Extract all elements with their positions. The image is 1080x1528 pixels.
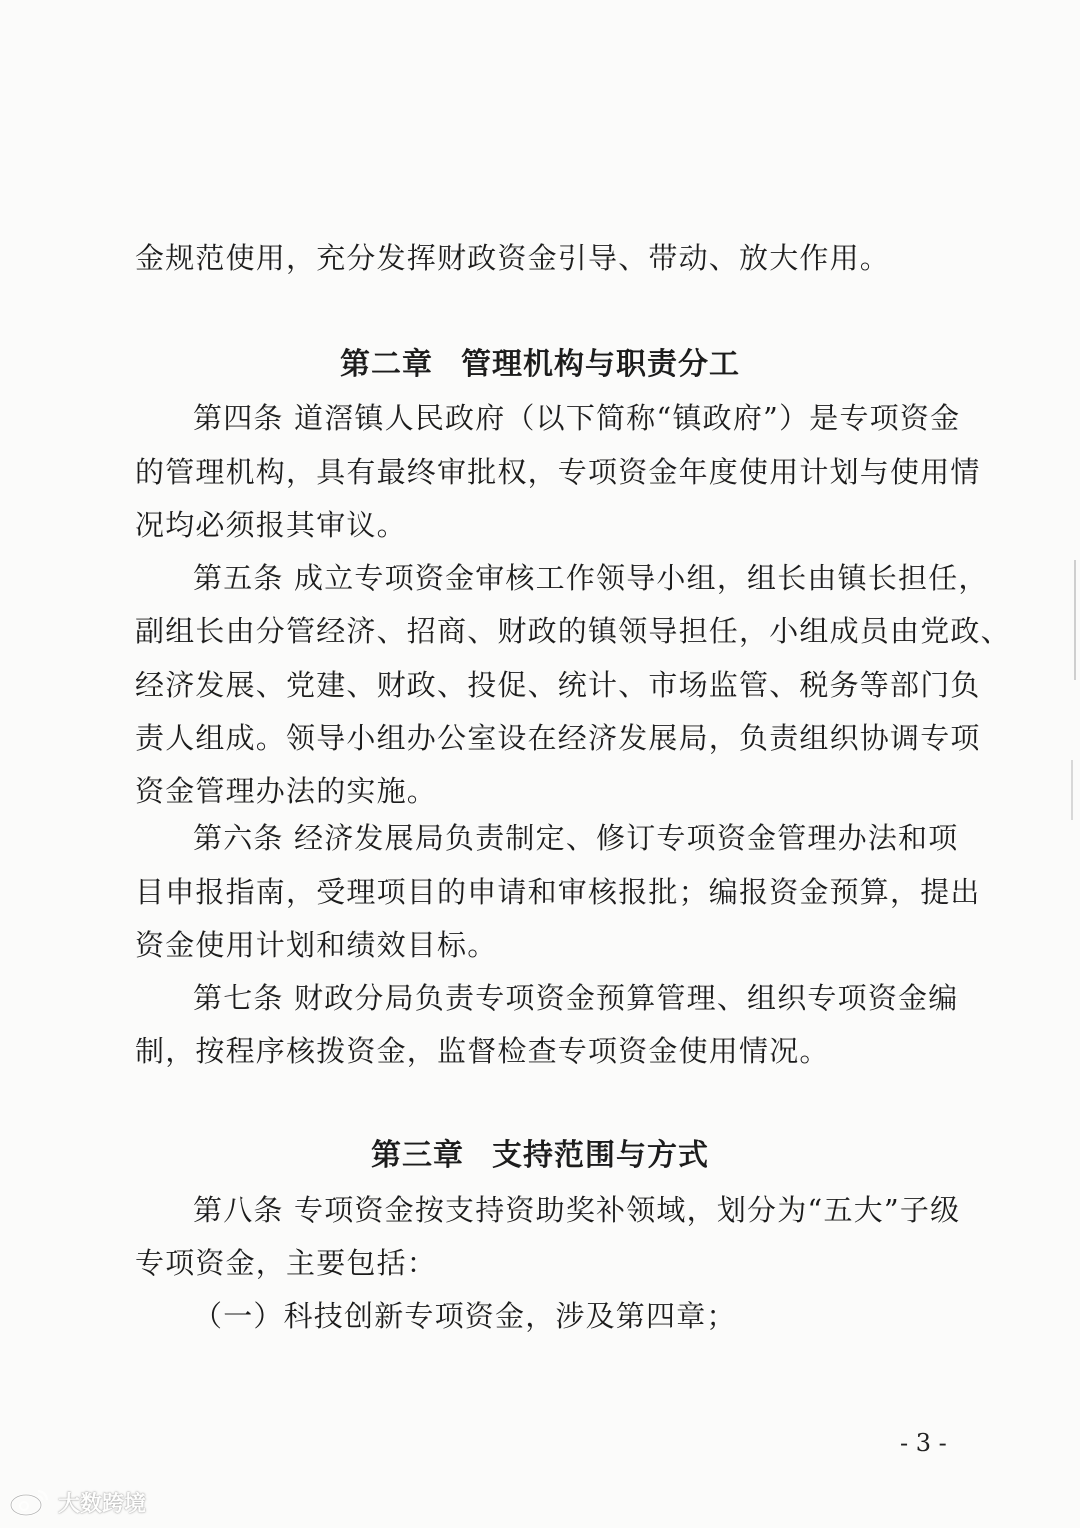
paragraph-line: 第四条 道滘镇人民政府（以下简称“镇政府”）是专项资金 (193, 401, 961, 435)
chapter-number: 第二章 (340, 347, 433, 382)
paragraph-line: （一）科技创新专项资金，涉及第四章； (193, 1299, 737, 1333)
paragraph-line: 资金使用计划和绩效目标。 (135, 928, 498, 962)
watermark (8, 1484, 146, 1520)
paragraph-line: 副组长由分管经济、招商、财政的镇领导担任，小组成员由党政、 (135, 614, 1011, 648)
paragraph-line: 况均必须报其审议。 (135, 508, 407, 542)
chapter-heading-2 (0, 345, 1080, 385)
page-number: - 3 - (900, 1429, 947, 1457)
paragraph-line: 第八条 专项资金按支持资助奖补领域，划分为“五大”子级 (193, 1193, 961, 1227)
chapter-title: 管理机构与职责分工 (461, 347, 740, 382)
scan-edge-mark (1074, 560, 1076, 680)
paragraph-line: 第六条 经济发展局负责制定、修订专项资金管理办法和项 (193, 821, 959, 855)
paragraph-line: 制，按程序核拨资金，监督检查专项资金使用情况。 (135, 1034, 830, 1068)
paragraph-line: 经济发展、党建、财政、投促、统计、市场监管、税务等部门负 (135, 668, 981, 702)
paragraph-line: 资金管理办法的实施。 (135, 774, 438, 808)
weibo-logo-icon (8, 1487, 52, 1517)
paragraph-line: 金规范使用，充分发挥财政资金引导、带动、放大作用。 (135, 241, 891, 275)
chapter-title: 支持范围与方式 (492, 1138, 709, 1173)
paragraph-line: 第七条 财政分局负责专项资金预算管理、组织专项资金编 (193, 981, 959, 1015)
scan-edge-mark (1071, 760, 1073, 820)
watermark-text: 大数跨境 (58, 1491, 147, 1517)
chapter-number: 第三章 (371, 1138, 464, 1173)
paragraph-line: 第五条 成立专项资金审核工作领导小组，组长由镇长担任， (193, 561, 989, 595)
paragraph-line: 专项资金，主要包括： (135, 1246, 438, 1280)
paragraph-line: 的管理机构，具有最终审批权，专项资金年度使用计划与使用情 (135, 455, 981, 489)
chapter-heading-3 (0, 1136, 1080, 1176)
paragraph-line: 目申报指南，受理项目的申请和审核报批；编报资金预算，提出 (135, 875, 981, 909)
paragraph-line: 责人组成。领导小组办公室设在经济发展局，负责组织协调专项 (135, 721, 981, 755)
